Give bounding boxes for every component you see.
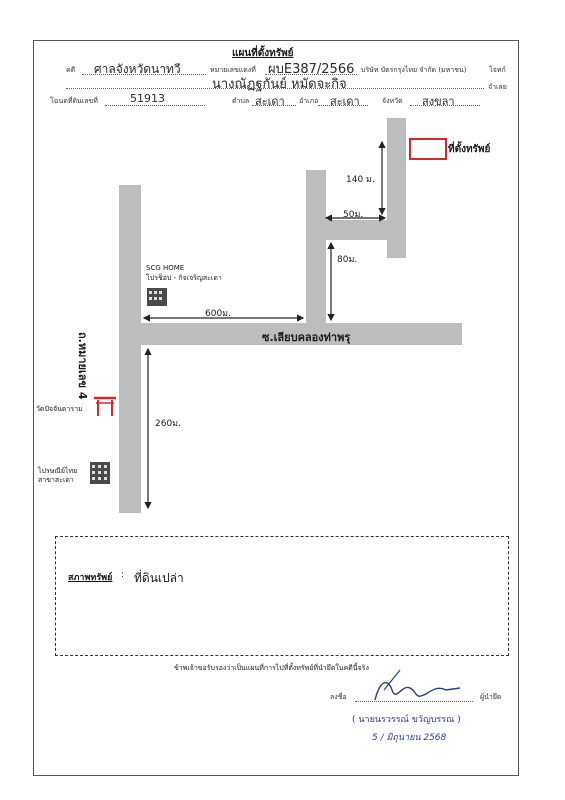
status-colon: : [121, 570, 125, 580]
province-label: จังหวัด [382, 97, 403, 105]
dist-140-label: 140 ม. [346, 175, 375, 185]
sign-label: ลงชื่อ [330, 693, 347, 701]
status-value: ที่ดินเปล่า [134, 571, 184, 585]
dist-600-label: 600ม. [205, 309, 231, 319]
plaintiff-text: บริษัท บัตรกรุงไทย จำกัด (มหาชน) [361, 66, 467, 74]
district-label: อำเภอ [299, 97, 319, 105]
sign-role: ผู้นำยึด [480, 693, 502, 701]
status-label: สภาพทรัพย์ [68, 573, 113, 583]
case-no-value: ผบE387/2566 [268, 62, 355, 77]
dist-50-label: 50ม. [343, 210, 364, 220]
subdistrict-label: ตำบล [232, 97, 250, 105]
property-label: ที่ตั้งทรัพย์ [448, 144, 491, 155]
defendant-role: จำเลย [488, 83, 507, 91]
landmark-post-name: ไปรษณีย์ไทย [38, 467, 78, 475]
district-value: สะเดา [330, 95, 360, 108]
certify-text: ข้าพเจ้าขอรับรองว่าเป็นแผนที่การไปที่ตั้งทรัพย์ที่นำยึดในคดีนี้จริง [174, 664, 369, 672]
dist-260-label: 260ม. [155, 419, 181, 429]
court-label: คดี [66, 66, 76, 74]
defendant-value: นางณัฏฐกันย์ หมัดจะกิจ [212, 77, 347, 92]
dist-80-label: 80ม. [337, 255, 358, 265]
document-title: แผนที่ตั้งทรัพย์ [232, 48, 294, 59]
signer-name: ( นายนรวรรณ์ ขวัญบรรณ ) [352, 715, 461, 725]
landmark-scg-name: SCG HOME [146, 264, 185, 272]
deed-value: 51913 [130, 92, 165, 105]
sign-date: 5 / มิถุนายน 2568 [372, 733, 447, 743]
subdistrict-value: สะเดา [255, 95, 285, 108]
road-side-label: ถ.หมายเลข 4 [76, 332, 89, 400]
plaintiff-role: โจทก์ [489, 66, 506, 74]
deed-label: โฉนดที่ดินเลขที่ [50, 97, 98, 105]
province-value: สงขลา [422, 95, 455, 108]
court-value: ศาลจังหวัดนาทวี [94, 62, 181, 76]
road-main-label: ซ.เลียบคลองท่าพรุ [262, 331, 351, 344]
landmark-scg-sub: โปรช็อป - กิจเจริญสะเดา [146, 274, 222, 282]
landmark-post-branch: สาขาสะเดา [38, 476, 74, 484]
landmark-temple-label: วัดปัจจันตาราม [36, 405, 83, 413]
case-no-label: หมายเลขแดงที่ [210, 66, 256, 74]
